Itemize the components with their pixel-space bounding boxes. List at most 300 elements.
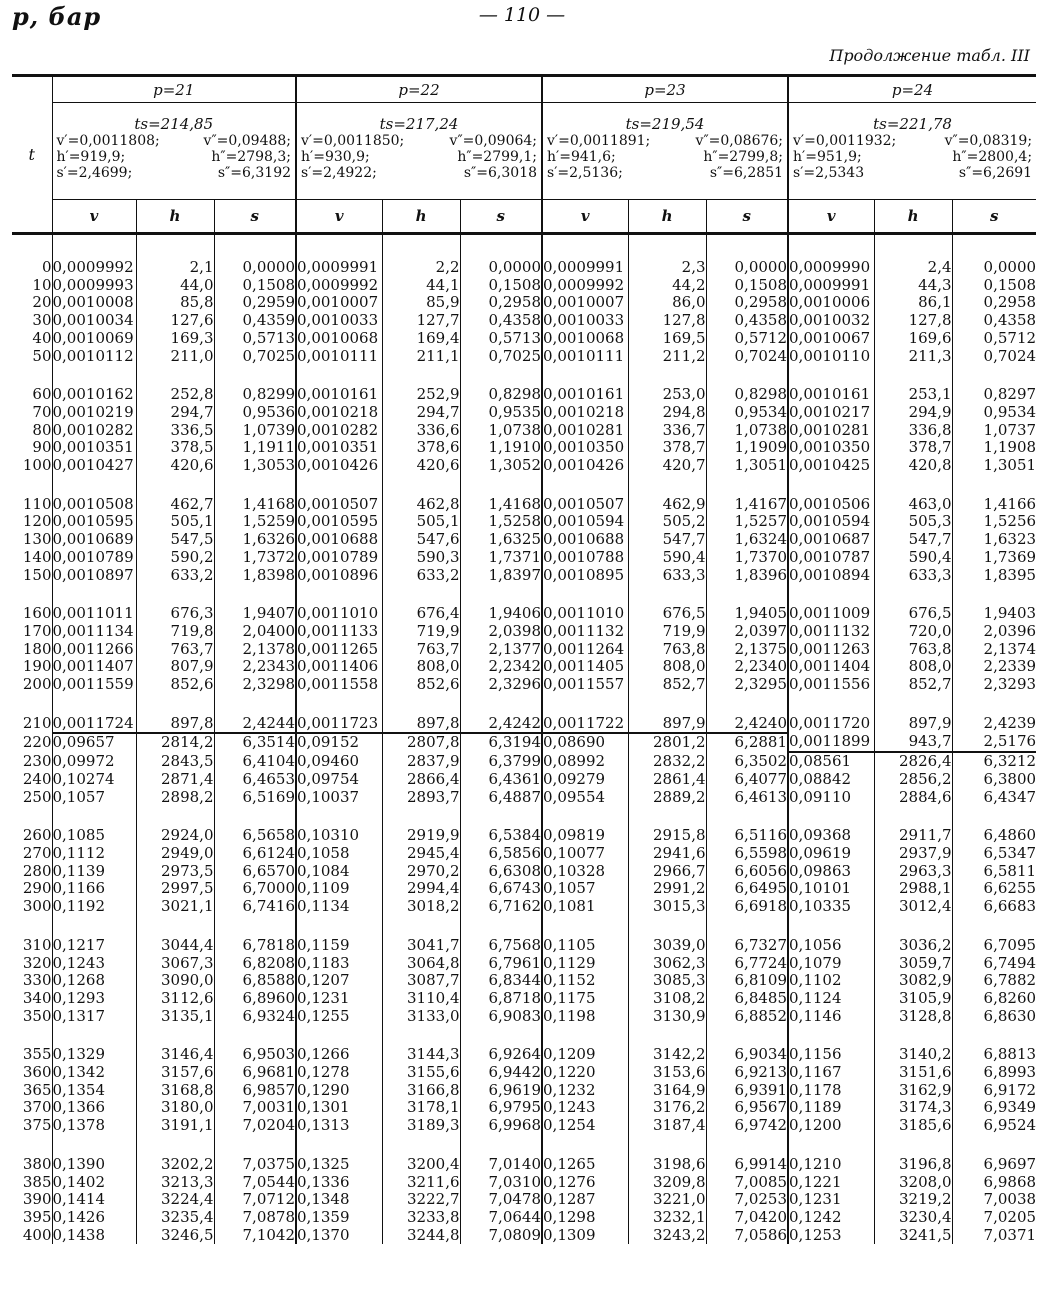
s-value-cell: 6,7416: [214, 898, 296, 916]
v-value-cell: 0,10274: [52, 771, 136, 789]
v-value-cell: 0,0010688: [542, 531, 628, 549]
v-value-cell: 0,0009991: [788, 277, 874, 295]
v-value-cell: 0,0011010: [542, 605, 628, 623]
s-value-cell: 7,0712: [214, 1191, 296, 1209]
v-value-cell: 0,1287: [542, 1191, 628, 1209]
table-row: [12, 386, 1036, 404]
temperature-cell: 50: [12, 348, 52, 366]
table-row: [12, 1008, 1036, 1026]
v-value-cell: 0,1243: [542, 1099, 628, 1117]
v-value-cell: 0,1366: [52, 1099, 136, 1117]
v-value-cell: 0,09554: [542, 789, 628, 807]
h-value-cell: 633,3: [628, 567, 706, 585]
h-value-cell: 3198,6: [628, 1156, 706, 1174]
h-value-cell: 3244,8: [382, 1227, 460, 1245]
v-value-cell: 0,0010034: [52, 312, 136, 330]
saturation-temperature: ts=214,85: [52, 103, 296, 134]
saturation-properties: [52, 133, 296, 200]
s-value-cell: 1,3052: [460, 457, 542, 475]
h-value-cell: 3166,8: [382, 1082, 460, 1100]
saturated-vapor-value: v″=0,09488;: [203, 133, 292, 149]
saturated-vapor-value: h″=2798,3;: [211, 149, 292, 165]
h-value-cell: 3157,6: [136, 1064, 214, 1082]
saturated-vapor-value: v″=0,08676;: [695, 133, 784, 149]
s-value-cell: 6,9524: [983, 1116, 1037, 1135]
column-header-v: v: [52, 200, 136, 234]
h-value-cell: 294,9: [874, 404, 952, 422]
s-value-cell: 7,0375: [214, 1156, 296, 1174]
s-value-cell: 7,0038: [983, 1190, 1037, 1209]
s-value-cell: 1,8396: [706, 567, 788, 585]
v-value-cell: 0,0011720: [788, 715, 874, 734]
s-value-cell: 2,1374: [983, 639, 1037, 658]
table-row: [12, 1082, 1036, 1100]
h-value-cell: 3012,4: [874, 898, 952, 916]
v-value-cell: 0,1268: [52, 972, 136, 990]
saturated-vapor-value: v″=0,08319;: [944, 133, 1033, 149]
h-value-cell: 763,7: [382, 641, 460, 659]
h-value-cell: 3211,6: [382, 1174, 460, 1192]
v-value-cell: 0,0010008: [52, 294, 136, 312]
v-value-cell: 0,1402: [52, 1174, 136, 1192]
s-value-cell: 0,2958: [706, 294, 788, 312]
saturation-properties: [542, 133, 788, 200]
h-value-cell: 3202,2: [136, 1156, 214, 1174]
v-value-cell: 0,1221: [788, 1174, 874, 1192]
s-value-cell: 6,5116: [706, 827, 788, 845]
h-value-cell: 2837,9: [382, 752, 460, 771]
table-row: [12, 513, 1036, 531]
s-value-cell: 2,4239: [983, 714, 1037, 733]
table-row: [12, 567, 1036, 585]
saturated-liquid-value: h′=951,9;: [793, 149, 862, 165]
h-value-cell: 3153,6: [628, 1064, 706, 1082]
saturated-liquid-value: v′=0,0011932;: [793, 133, 897, 149]
s-value-cell: 6,4860: [983, 826, 1037, 845]
h-value-cell: 86,1: [874, 294, 952, 312]
saturated-liquid-value: s′=2,4699;: [56, 165, 133, 181]
s-value-cell: 1,1911: [214, 439, 296, 457]
h-value-cell: 211,2: [628, 348, 706, 366]
temperature-cell: 350: [12, 1008, 52, 1026]
s-value-cell: 6,3514: [214, 733, 296, 752]
h-value-cell: 3230,4: [874, 1209, 952, 1227]
v-value-cell: 0,0010595: [296, 513, 382, 531]
s-value-cell: 0,4358: [983, 311, 1037, 330]
v-value-cell: 0,0011009: [788, 605, 874, 623]
s-value-cell: 6,5384: [460, 827, 542, 845]
v-value-cell: 0,0011557: [542, 676, 628, 694]
s-value-cell: 2,4240: [706, 715, 788, 734]
s-value-cell: 0,2958: [460, 294, 542, 312]
h-value-cell: 463,0: [874, 496, 952, 514]
s-value-cell: 1,3053: [214, 457, 296, 475]
saturated-vapor-value: s″=6,2851: [709, 165, 784, 181]
h-value-cell: 2832,2: [628, 752, 706, 771]
v-value-cell: 0,1313: [296, 1117, 382, 1135]
s-value-cell: 1,6326: [214, 531, 296, 549]
h-value-cell: 85,8: [136, 294, 214, 312]
v-value-cell: 0,0010351: [296, 439, 382, 457]
h-value-cell: 2991,2: [628, 880, 706, 898]
v-value-cell: 0,0010425: [788, 457, 874, 475]
s-value-cell: 6,9742: [706, 1117, 788, 1135]
v-value-cell: 0,0010162: [52, 386, 136, 404]
s-value-cell: 6,8993: [983, 1063, 1037, 1082]
h-value-cell: 590,4: [628, 549, 706, 567]
s-value-cell: 6,6683: [983, 897, 1037, 916]
temperature-cell: 340: [12, 990, 52, 1008]
s-value-cell: 0,4358: [706, 312, 788, 330]
h-value-cell: 3235,4: [136, 1209, 214, 1227]
running-head: p, бар: [12, 2, 102, 31]
h-value-cell: 2941,6: [628, 845, 706, 863]
h-value-cell: 3105,9: [874, 990, 952, 1008]
temperature-cell: 400: [12, 1227, 52, 1245]
s-value-cell: 1,4167: [706, 496, 788, 514]
h-value-cell: 719,9: [628, 623, 706, 641]
h-value-cell: 3146,4: [136, 1046, 214, 1064]
s-value-cell: 6,6570: [214, 863, 296, 881]
v-value-cell: 0,0009991: [296, 259, 382, 277]
h-value-cell: 336,7: [628, 422, 706, 440]
v-value-cell: 0,0010068: [296, 330, 382, 348]
v-value-cell: 0,1183: [296, 955, 382, 973]
s-value-cell: 6,9083: [460, 1008, 542, 1026]
v-value-cell: 0,0010112: [52, 348, 136, 366]
saturated-liquid-value: h′=919,9;: [56, 149, 126, 165]
v-value-cell: 0,0010219: [52, 404, 136, 422]
s-value-cell: 6,8344: [460, 972, 542, 990]
table-row: [12, 658, 1036, 676]
s-value-cell: 6,8718: [460, 990, 542, 1008]
v-value-cell: 0,1325: [296, 1156, 382, 1174]
h-value-cell: 763,8: [628, 641, 706, 659]
saturated-liquid-value: h′=941,6;: [547, 149, 616, 165]
temperature-cell: 385: [12, 1174, 52, 1192]
v-value-cell: 0,0010594: [788, 513, 874, 531]
saturated-liquid-value: v′=0,0011808;: [56, 133, 160, 149]
temperature-cell: 320: [12, 955, 52, 973]
v-value-cell: 0,10328: [542, 863, 628, 881]
h-value-cell: 505,1: [382, 513, 460, 531]
table-row: [12, 457, 1036, 475]
h-value-cell: 3110,4: [382, 990, 460, 1008]
h-value-cell: 547,5: [136, 531, 214, 549]
s-value-cell: 6,4887: [460, 789, 542, 807]
s-value-cell: 7,1042: [214, 1227, 296, 1245]
h-value-cell: 3142,2: [628, 1046, 706, 1064]
s-value-cell: 6,8208: [214, 955, 296, 973]
v-value-cell: 0,0010897: [52, 567, 136, 585]
v-value-cell: 0,1210: [788, 1156, 874, 1174]
s-value-cell: 7,0310: [460, 1174, 542, 1192]
saturated-vapor-value: h″=2799,8;: [703, 149, 784, 165]
h-value-cell: 462,8: [382, 496, 460, 514]
h-value-cell: 3168,8: [136, 1082, 214, 1100]
temperature-cell: 70: [12, 404, 52, 422]
v-value-cell: 0,0010789: [52, 549, 136, 567]
s-value-cell: 6,8813: [983, 1045, 1037, 1064]
s-value-cell: 6,7818: [214, 937, 296, 955]
h-value-cell: 2945,4: [382, 845, 460, 863]
table-row: [12, 623, 1036, 641]
h-value-cell: 3196,8: [874, 1156, 952, 1174]
s-value-cell: 0,5713: [460, 330, 542, 348]
s-value-cell: 2,4244: [214, 715, 296, 734]
h-value-cell: 420,6: [136, 457, 214, 475]
s-value-cell: 6,8260: [983, 988, 1037, 1007]
h-value-cell: 169,6: [874, 330, 952, 348]
temperature-cell: 365: [12, 1082, 52, 1100]
temperature-cell: 250: [12, 789, 52, 807]
s-value-cell: 6,4653: [214, 771, 296, 789]
v-value-cell: 0,1209: [542, 1046, 628, 1064]
h-value-cell: 547,7: [628, 531, 706, 549]
table-row: [12, 972, 1036, 990]
h-value-cell: 211,0: [136, 348, 214, 366]
h-value-cell: 633,2: [136, 567, 214, 585]
table-row: [12, 676, 1036, 694]
s-value-cell: 6,6495: [706, 880, 788, 898]
s-value-cell: 2,2342: [460, 658, 542, 676]
v-value-cell: 0,1301: [296, 1099, 382, 1117]
s-value-cell: 7,0031: [214, 1099, 296, 1117]
s-value-cell: 1,9403: [983, 604, 1037, 623]
s-value-cell: 0,8298: [460, 386, 542, 404]
h-value-cell: 3062,3: [628, 955, 706, 973]
v-value-cell: 0,1426: [52, 1209, 136, 1227]
s-value-cell: 0,7024: [706, 348, 788, 366]
s-value-cell: 1,0737: [983, 420, 1037, 439]
h-value-cell: 44,0: [136, 277, 214, 295]
v-value-cell: 0,0010006: [788, 294, 874, 312]
temperature-cell: 140: [12, 549, 52, 567]
s-value-cell: 6,9914: [706, 1156, 788, 1174]
s-value-cell: 6,6124: [214, 845, 296, 863]
s-value-cell: 0,2958: [983, 293, 1037, 312]
s-value-cell: 6,5598: [706, 845, 788, 863]
saturated-vapor-value: s″=6,3018: [463, 165, 538, 181]
h-value-cell: 3039,0: [628, 937, 706, 955]
s-value-cell: 6,2881: [706, 733, 788, 752]
s-value-cell: 1,1910: [460, 439, 542, 457]
h-value-cell: 3243,2: [628, 1227, 706, 1245]
v-value-cell: 0,0010789: [296, 549, 382, 567]
v-value-cell: 0,1220: [542, 1064, 628, 1082]
s-value-cell: 0,9534: [983, 402, 1037, 421]
h-value-cell: 3174,3: [874, 1099, 952, 1117]
table-row: [12, 1046, 1036, 1064]
s-value-cell: 6,8960: [214, 990, 296, 1008]
temperature-cell: 0: [12, 259, 52, 277]
h-value-cell: 3021,1: [136, 898, 214, 916]
v-value-cell: 0,0011723: [296, 715, 382, 734]
v-value-cell: 0,1342: [52, 1064, 136, 1082]
s-value-cell: 6,8485: [706, 990, 788, 1008]
s-value-cell: 1,4168: [214, 496, 296, 514]
s-value-cell: 7,0420: [706, 1209, 788, 1227]
h-value-cell: 420,6: [382, 457, 460, 475]
s-value-cell: 1,4168: [460, 496, 542, 514]
h-value-cell: 2884,6: [874, 789, 952, 807]
v-value-cell: 0,0010218: [542, 404, 628, 422]
h-value-cell: 3067,3: [136, 955, 214, 973]
s-value-cell: 0,1508: [214, 277, 296, 295]
v-value-cell: 0,0009992: [542, 277, 628, 295]
v-value-cell: 0,0010111: [296, 348, 382, 366]
table-row: [12, 715, 1036, 734]
v-value-cell: 0,1414: [52, 1191, 136, 1209]
h-value-cell: 852,6: [382, 676, 460, 694]
h-value-cell: 378,6: [382, 439, 460, 457]
s-value-cell: 6,4104: [214, 752, 296, 771]
h-value-cell: 2861,4: [628, 771, 706, 789]
h-value-cell: 505,1: [136, 513, 214, 531]
h-value-cell: 211,1: [382, 348, 460, 366]
saturation-temperature: ts=217,24: [296, 103, 542, 134]
temperature-cell: 210: [12, 715, 52, 734]
v-value-cell: 0,0010111: [542, 348, 628, 366]
s-value-cell: 7,0586: [706, 1227, 788, 1245]
v-value-cell: 0,0011132: [542, 623, 628, 641]
h-value-cell: 378,7: [628, 439, 706, 457]
table-row: [12, 277, 1036, 295]
h-value-cell: 3178,1: [382, 1099, 460, 1117]
h-value-cell: 2997,5: [136, 880, 214, 898]
s-value-cell: 1,0739: [214, 422, 296, 440]
v-value-cell: 0,1278: [296, 1064, 382, 1082]
v-value-cell: 0,09460: [296, 752, 382, 771]
v-value-cell: 0,0010218: [296, 404, 382, 422]
s-value-cell: 2,0396: [983, 621, 1037, 640]
pressure-header: p=22: [296, 76, 542, 103]
v-value-cell: 0,10077: [542, 845, 628, 863]
v-value-cell: 0,0009993: [52, 277, 136, 295]
s-value-cell: 2,3295: [706, 676, 788, 694]
v-value-cell: 0,0010281: [788, 422, 874, 440]
h-value-cell: 720,0: [874, 623, 952, 641]
saturated-liquid-value: s′=2,4922;: [301, 165, 377, 181]
s-value-cell: 6,9503: [214, 1046, 296, 1064]
saturation-temperature: ts=219,54: [542, 103, 788, 134]
s-value-cell: 6,7494: [983, 953, 1037, 972]
temperature-cell: 280: [12, 863, 52, 881]
s-value-cell: 2,0400: [214, 623, 296, 641]
saturated-vapor-value: s″=6,3192: [217, 165, 292, 181]
h-value-cell: 2988,1: [874, 880, 952, 898]
h-value-cell: 336,6: [382, 422, 460, 440]
table-row: [12, 1209, 1036, 1227]
table-row: [12, 845, 1036, 863]
s-value-cell: 6,4613: [706, 789, 788, 807]
v-value-cell: 0,0010350: [542, 439, 628, 457]
v-value-cell: 0,0010896: [296, 567, 382, 585]
v-value-cell: 0,1178: [788, 1082, 874, 1100]
s-value-cell: 2,2340: [706, 658, 788, 676]
column-header-v: v: [788, 200, 874, 234]
s-value-cell: 6,4361: [460, 771, 542, 789]
table-row: [12, 771, 1036, 789]
v-value-cell: 0,1159: [296, 937, 382, 955]
h-value-cell: 2866,4: [382, 771, 460, 789]
v-value-cell: 0,0011134: [52, 623, 136, 641]
s-value-cell: 6,3800: [983, 769, 1037, 788]
s-value-cell: 6,7327: [706, 937, 788, 955]
table-row: [12, 733, 1036, 752]
v-value-cell: 0,1276: [542, 1174, 628, 1192]
h-value-cell: 3233,8: [382, 1209, 460, 1227]
h-value-cell: 2843,5: [136, 752, 214, 771]
h-value-cell: 676,3: [136, 605, 214, 623]
h-value-cell: 3082,9: [874, 972, 952, 990]
s-value-cell: 2,3293: [983, 675, 1037, 694]
v-value-cell: 0,1057: [52, 789, 136, 807]
s-value-cell: 6,9619: [460, 1082, 542, 1100]
h-value-cell: 3241,5: [874, 1227, 952, 1245]
v-value-cell: 0,1146: [788, 1008, 874, 1026]
v-value-cell: 0,1243: [52, 955, 136, 973]
s-value-cell: 0,5712: [983, 328, 1037, 347]
v-value-cell: 0,08842: [788, 771, 874, 789]
h-value-cell: 252,8: [136, 386, 214, 404]
column-header-h: h: [382, 200, 460, 234]
s-value-cell: 0,1508: [706, 277, 788, 295]
v-value-cell: 0,09619: [788, 845, 874, 863]
s-value-cell: 1,8395: [983, 565, 1037, 584]
temperature-cell: 170: [12, 623, 52, 641]
v-value-cell: 0,10101: [788, 880, 874, 898]
s-value-cell: 0,7024: [983, 346, 1037, 365]
t-column-header: t: [12, 76, 52, 234]
v-value-cell: 0,0010161: [542, 386, 628, 404]
v-value-cell: 0,0011899: [788, 733, 874, 752]
h-value-cell: 2801,2: [628, 733, 706, 752]
s-value-cell: 1,1908: [983, 438, 1037, 457]
h-value-cell: 3151,6: [874, 1064, 952, 1082]
s-value-cell: 1,8397: [460, 567, 542, 585]
h-value-cell: 808,0: [382, 658, 460, 676]
h-value-cell: 3222,7: [382, 1191, 460, 1209]
table-row: [12, 880, 1036, 898]
v-value-cell: 0,0010032: [788, 312, 874, 330]
h-value-cell: 3209,8: [628, 1174, 706, 1192]
v-value-cell: 0,10037: [296, 789, 382, 807]
table-row: [12, 439, 1036, 457]
h-value-cell: 633,3: [874, 567, 952, 585]
saturated-liquid-value: s′=2,5136;: [547, 165, 623, 181]
h-value-cell: 3164,9: [628, 1082, 706, 1100]
h-value-cell: 3059,7: [874, 955, 952, 973]
h-value-cell: 2856,2: [874, 771, 952, 789]
s-value-cell: 6,3502: [706, 752, 788, 771]
s-value-cell: 2,5176: [952, 733, 1036, 752]
table-row: [12, 531, 1036, 549]
h-value-cell: 420,8: [874, 457, 952, 475]
s-value-cell: 0,8298: [706, 386, 788, 404]
v-value-cell: 0,1254: [542, 1117, 628, 1135]
temperature-cell: 390: [12, 1191, 52, 1209]
table-row: [12, 789, 1036, 807]
saturated-liquid-value: s′=2,5343: [793, 165, 865, 181]
h-value-cell: 3155,6: [382, 1064, 460, 1082]
v-value-cell: 0,1253: [788, 1227, 874, 1245]
v-value-cell: 0,1175: [542, 990, 628, 1008]
v-value-cell: 0,1129: [542, 955, 628, 973]
s-value-cell: 7,0644: [460, 1209, 542, 1227]
h-value-cell: 897,8: [382, 715, 460, 734]
temperature-cell: 260: [12, 827, 52, 845]
